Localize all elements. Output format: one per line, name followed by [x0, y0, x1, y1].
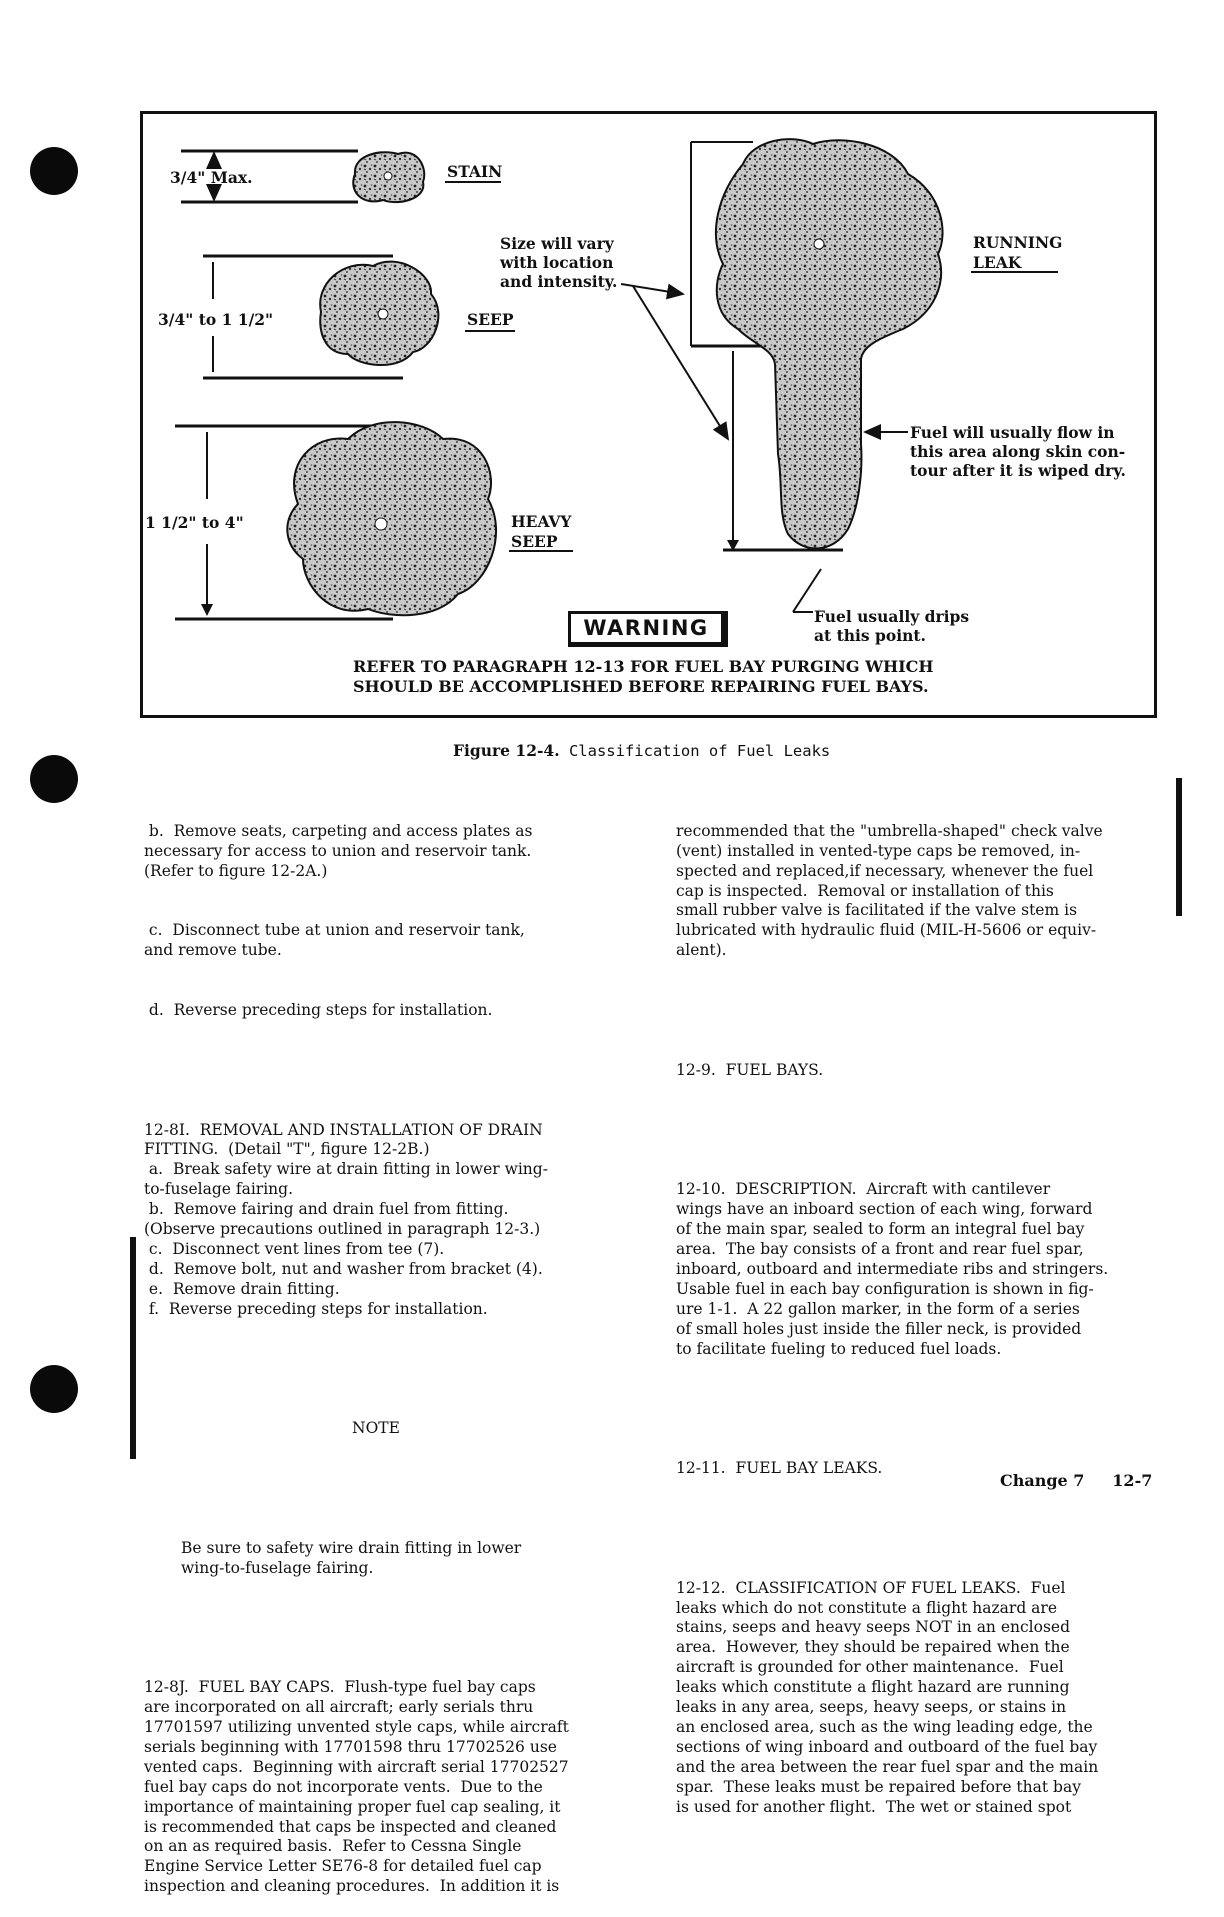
heavy-seep-label-2: SEEP	[511, 532, 558, 551]
warning-label: WARNING	[568, 611, 728, 647]
section-12-8i: 12-8I. REMOVAL AND INSTALLATION OF DRAIN FITTING. (Detail "T", figure 12-2B.) a. Break safety wire at drain fitting in lower wing- to-fuselage fairing. b. Remove fairing and drain fuel from fitting. (Observe precautions outlined in paragraph 12-3.) c. Disconnect vent lines from tee (7). d. Remove bolt, nut and washer from bracket (4). e. Remove drain fitting. f. Reverse preceding steps for installation.	[144, 1120, 548, 1318]
section-12-10: 12-10. DESCRIPTION. Aircraft with cantilever wings have an inboard section of each wing, forward of the main spar, sealed to form an integral fuel bay area. The bay consists of a front and rear fuel spar, inboard, outboard and intermediate ribs and stringers. Usable fuel in each bay configuration is shown in fig- ure 1-1. A 22 gallon marker, in the form of a series of small holes just inside the filler neck, is provided to facilitate fueling to reduced fuel loads.	[676, 1180, 1109, 1358]
left-column	[144, 782, 644, 1917]
stain-label: STAIN	[447, 162, 503, 181]
figure-caption	[453, 741, 830, 760]
running-leak-label-2: LEAK	[973, 253, 1022, 272]
running-leak-label-1: RUNNING	[973, 233, 1063, 252]
steps-d: d. Reverse preceding steps for installation.	[144, 1000, 493, 1019]
punch-hole	[30, 147, 78, 195]
warning-text: REFER TO PARAGRAPH 12-13 FOR FUEL BAY PURGING WHICH SHOULD BE ACCOMPLISHED BEFORE REPAIRING FUEL BAYS.	[353, 657, 934, 696]
heavy-seep-size-label: 1 1/2" to 4"	[145, 513, 244, 532]
page-number: 12-7	[1112, 1471, 1153, 1490]
seep-label: SEEP	[467, 310, 514, 329]
note-heading: NOTE	[352, 1419, 400, 1438]
steps-b: b. Remove seats, carpeting and access plates as necessary for access to union and reservoir tank. (Refer to figure 12-2A.)	[144, 821, 533, 880]
section-12-9: 12-9. FUEL BAYS.	[676, 1060, 824, 1079]
change-label: Change 7	[1000, 1471, 1085, 1490]
figure-number: Figure 12-4.	[453, 741, 560, 760]
right-column	[676, 782, 1176, 1837]
section-12-8j: 12-8J. FUEL BAY CAPS. Flush-type fuel bay caps are incorporated on all aircraft; early serials thru 17701597 utilizing unvented style caps, while aircraft serials beginning with 17701598 thru 17702526 use vented caps. Beginning with aircraft serial 17702527 fuel bay caps do not incorporate vents. Due to the importance of maintaining proper fuel cap sealing, it is recommended that caps be inspected and cleaned on an as required basis. Refer to Cessna Single Engine Service Letter SE76-8 for detailed fuel cap inspection and cleaning procedures. In addition it is	[144, 1678, 569, 1896]
punch-hole	[30, 1365, 78, 1413]
running-leak-blob	[716, 139, 943, 548]
change-bar	[1176, 778, 1182, 916]
figure-fuel-leaks	[140, 111, 1157, 718]
heavy-seep-blob	[287, 422, 496, 615]
drip-note: Fuel usually drips at this point.	[814, 607, 970, 645]
figure-title: Classification of Fuel Leaks	[568, 742, 831, 760]
flow-note: Fuel will usually flow in this area along skin con- tour after it is wiped dry.	[910, 423, 1126, 480]
note-text: Be sure to safety wire drain fitting in lower wing-to-fuselage fairing.	[181, 1538, 522, 1577]
steps-c: c. Disconnect tube at union and reservoir tank, and remove tube.	[144, 921, 525, 960]
size-note-leaders	[621, 284, 728, 439]
page-footer	[1000, 1471, 1152, 1490]
heavy-seep-label-1: HEAVY	[511, 512, 572, 531]
section-12-12: 12-12. CLASSIFICATION OF FUEL LEAKS. Fuel leaks which do not constitute a flight hazard are stains, seeps and heavy seeps NOT in an enclosed area. However, they should be repaired when the aircraft is grounded for other maintenance. Fuel leaks which constitute a flight hazard are running leaks in any area, seeps, heavy seeps, or stains in an enclosed area, such as the wing leading edge, the sections of wing inboard and outboard of the fuel bay and the area between the rear fuel spar and the main spar. These leaks must be repaired before that bay is used for another flight. The wet or stained spot	[676, 1578, 1099, 1816]
continued-text: recommended that the "umbrella-shaped" check valve (vent) installed in vented-type caps be removed, in- spected and replaced,if necessary, whenever the fuel cap is inspected. Removal or installation of this small rubber valve is facilitated if the valve stem is lubricated with hydraulic fluid (MIL-H-5606 or equiv- alent).	[676, 821, 1103, 960]
change-bar	[130, 1237, 136, 1459]
seep-size-label: 3/4" to 1 1/2"	[158, 310, 274, 329]
drip-leader	[793, 569, 821, 612]
section-12-11: 12-11. FUEL BAY LEAKS.	[676, 1459, 883, 1478]
punch-hole	[30, 755, 78, 803]
size-note: Size will vary with location and intensity.	[500, 234, 618, 291]
stain-size-label: 3/4" Max.	[170, 168, 253, 187]
